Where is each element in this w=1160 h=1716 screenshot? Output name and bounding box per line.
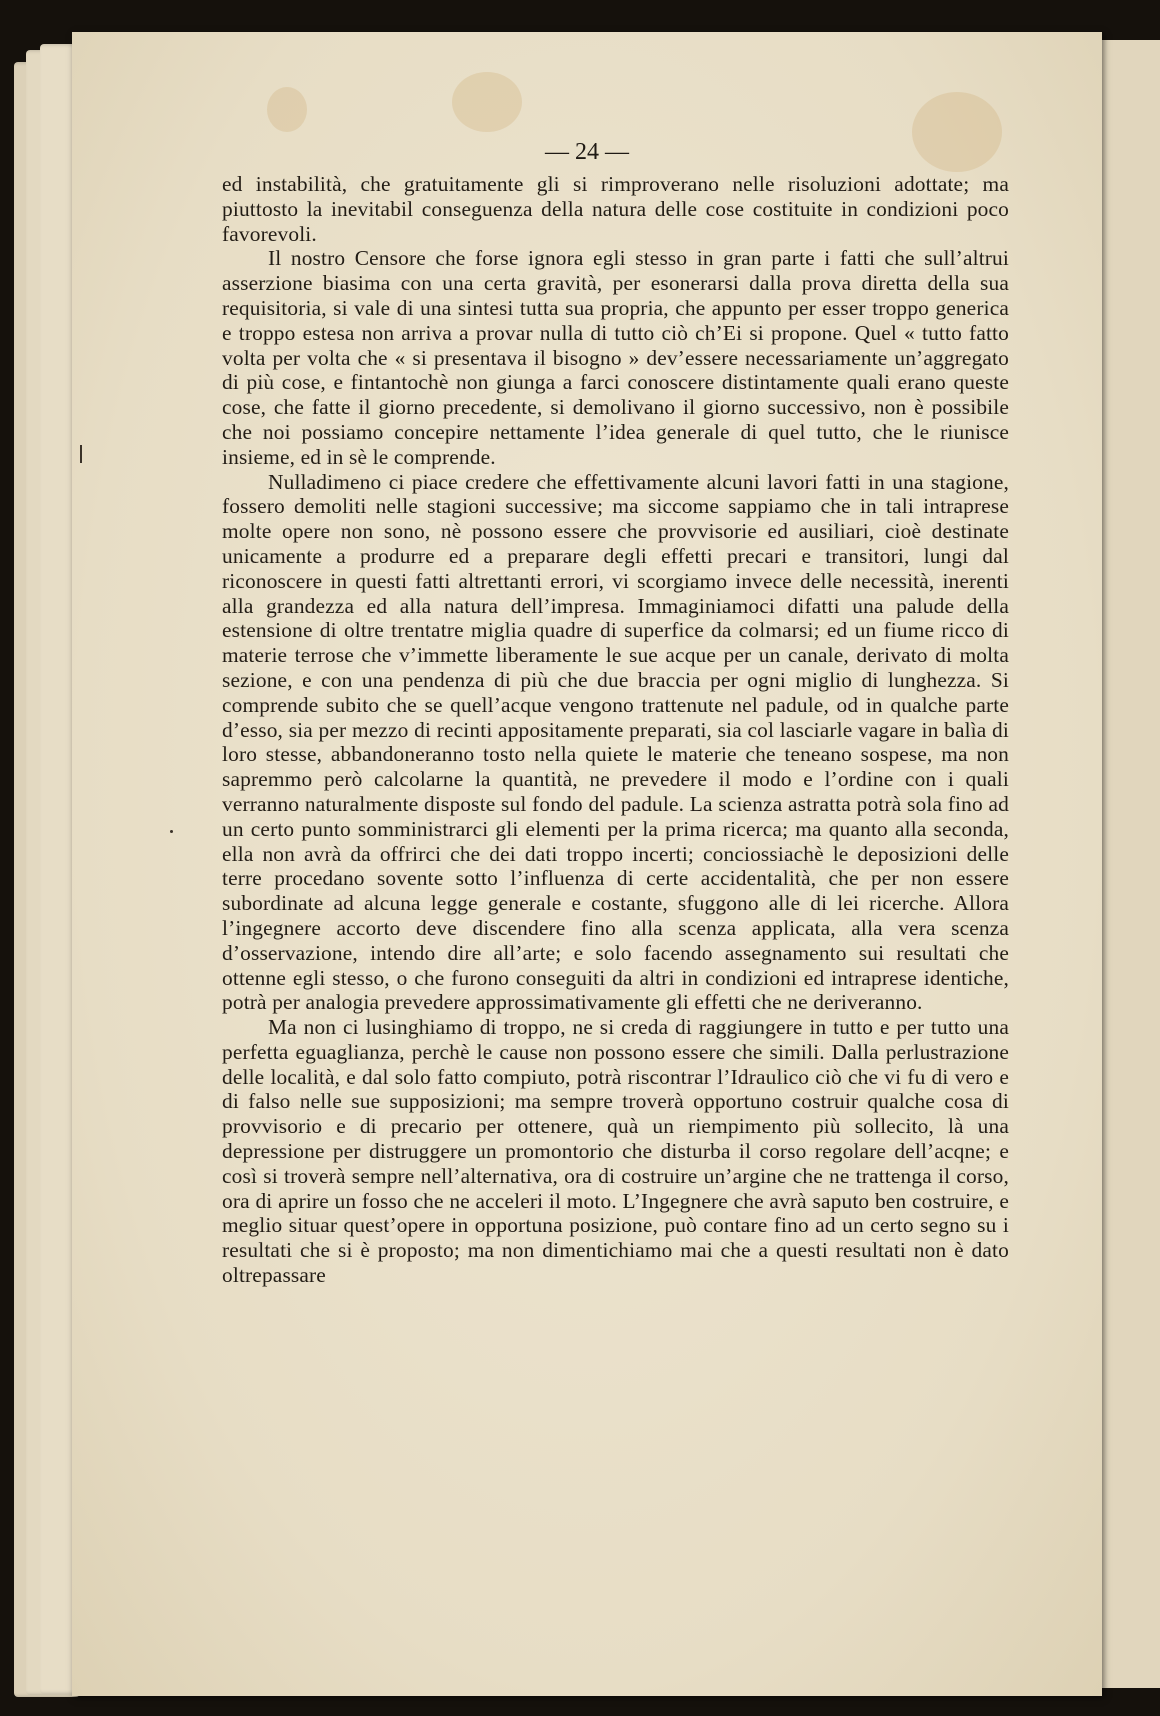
book-page — [72, 32, 1102, 1696]
paper-stain — [267, 87, 307, 132]
body-text — [222, 172, 1009, 1288]
paragraph: Il nostro Censore che forse ignora egli stesso in gran parte i fatti che sull’altrui asserzione biasima con una certa gravità, per esonerarsi dalla prova diretta della sua requisitoria, si vale di una sintesi tutta sua propria, che appunto per esser troppo generica e troppo estesa non arriva a provar nulla di tutto ciò ch’Ei si propone. Quel « tutto fatto volta per volta che « si presentava il bisogno » dev’essere necessariamente un’aggregato di più cose, e fintantochè non giunga a farci conoscere distintamente quali erano queste cose, che fatte il giorno precedente, si demolivano il giorno successivo, non è possibile che noi possiamo concepire nettamente l’idea generale di quel tutto, che le riunisce insieme, ed in sè le comprende. — [222, 246, 1009, 469]
paragraph: Ma non ci lusinghiamo di troppo, ne si creda di raggiungere in tutto e per tutto una perfetta eguaglianza, perchè le cause non possono essere che simili. Dalla perlustrazione delle località, e dal solo fatto compiuto, potrà riscontrar l’Idraulico ciò che vi fu di vero e di falso nelle sue supposizioni; ma sempre troverà opportuno costruir qualche cosa di provvisorio e di precario per ottenere, quà un riempimento più sollecito, là una depressione per distruggere un promontorio che disturba il corso regolare dell’acqne; e così si troverà sempre nell’alternativa, ora di costruire un’argine che ne trattenga il corso, ora di aprire un fosso che ne acceleri il moto. L’Ingegnere che avrà saputo ben costruire, e meglio situar quest’opere in opportuna posizione, può contare fino ad un certo segno su i resultati che si è proposto; ma non dimentichiamo mai che a questi resultati non è dato oltrepassare — [222, 1015, 1009, 1288]
page-number: — 24 — — [545, 139, 629, 165]
margin-mark — [80, 445, 82, 463]
margin-mark — [170, 830, 173, 833]
paragraph: ed instabilità, che gratuitamente gli si rimproverano nelle risoluzioni adottate; ma piuttosto la inevitabil conseguenza della natura delle cose costituite in condizioni poco favorevoli. — [222, 172, 1009, 246]
paper-stain — [452, 72, 522, 132]
paragraph: Nulladimeno ci piace credere che effettivamente alcuni lavori fatti in una stagione, fossero demoliti nelle stagioni successive; ma siccome sappiamo che in tali intraprese molte opere non sono, nè possono essere che provvisorie ed ausiliari, cioè destinate unicamente a produrre ed a preparare degli effetti precari e transitori, lungi dal riconoscere in questi fatti altrettanti errori, vi scorgiamo invece delle necessità, inerenti alla grandezza ed alla natura dell’impresa. Immaginiamoci difatti una palude della estensione di oltre trentatre miglia quadre di superfice da colmarsi; ed un fiume ricco di materie terrose che v’immette liberamente le sue acque per un canale, derivato di molta sezione, e con una pendenza di più che due braccia per ogni miglio di lunghezza. Si comprende subito che se quell’acque vengono trattenute nel padule, od in qualche parte d’esso, sia per mezzo di recinti appositamente preparati, sia col lasciarle vagare in balìa di loro stesse, abbandoneranno tosto nella quiete le materie che teneano sospese, ma non sapremmo però calcolarne la quantità, ne prevedere il modo e l’ordine con i quali verranno naturalmente disposte sul fondo del padule. La scienza astratta potrà sola fino ad un certo punto somministrarci gli elementi per la prima ricerca; ma quanto alla seconda, ella non avrà da offrirci che dei dati troppo incerti; conciossiachè le deposizioni delle terre procedano sovente sotto l’influenza di certe accidentalità, che per non essere subordinate ad alcuna legge generale e costante, sfuggono alle di lei ricerche. Allora l’ingegnere accorto deve discendere fino alla scenza applicata, alla vera scenza d’osservazione, intendo dire all’arte; e solo facendo assegnamento sui resultati che ottenne egli stesso, o che furono conseguiti da altri in condizioni ed intraprese identiche, potrà per analogia prevedere approssimativamente gli effetti che ne deriveranno. — [222, 469, 1009, 1015]
facing-page-edge — [1098, 40, 1160, 1688]
